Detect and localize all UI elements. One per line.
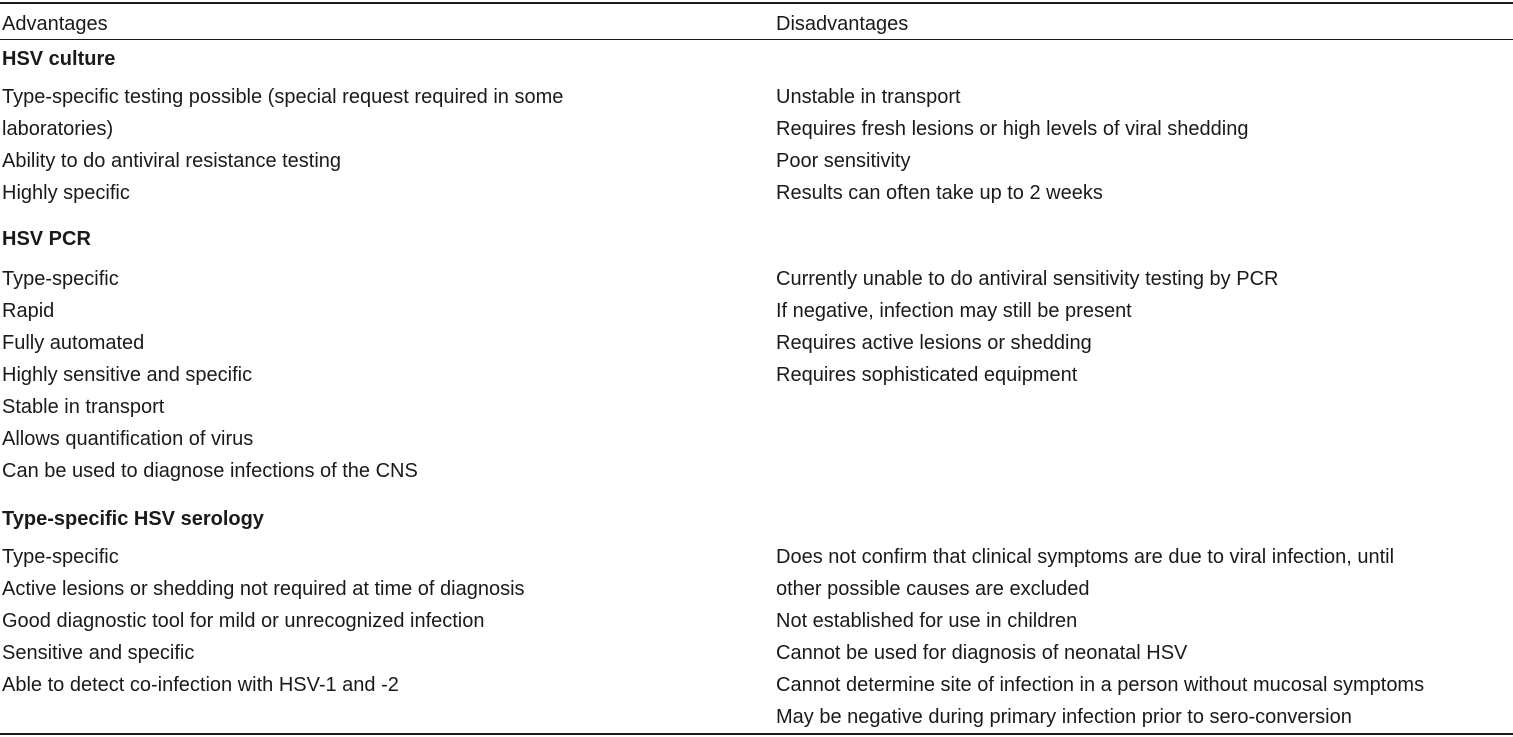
list-item: laboratories) [2,118,114,140]
disadvantages-list [776,81,1248,209]
advantages-list [2,263,418,487]
list-item: Can be used to diagnose infections of the CNS [2,460,418,482]
list-item: Good diagnostic tool for mild or unrecognized infection [2,610,485,632]
list-item: Currently unable to do antiviral sensitivity testing by PCR [776,268,1279,290]
header-rule [0,39,1513,40]
list-item: Unstable in transport [776,86,961,108]
list-item: Stable in transport [2,396,165,418]
list-item: Ability to do antiviral resistance testing [2,150,342,172]
list-item: Requires sophisticated equipment [776,364,1078,386]
list-item: Type-specific [2,268,119,290]
list-item: Does not confirm that clinical symptoms are due to viral infection, until [776,546,1395,568]
table-bottom-rule [0,733,1513,735]
list-item: Active lesions or shedding not required at time of diagnosis [2,578,525,600]
list-item: If negative, infection may still be present [776,300,1132,322]
list-item: Not established for use in children [776,610,1078,632]
list-item: Poor sensitivity [776,150,911,172]
list-item: Type-specific [2,546,119,568]
section-title: Type-specific HSV serology [2,508,264,530]
list-item: Results can often take up to 2 weeks [776,182,1103,204]
list-item: Able to detect co-infection with HSV-1 and -2 [2,674,399,696]
list-item: Rapid [2,300,55,322]
list-item: Highly specific [2,182,130,204]
header-disadvantages: Disadvantages [776,13,909,35]
advantages-list [2,81,563,209]
list-item: Requires active lesions or shedding [776,332,1092,354]
list-item: Allows quantification of virus [2,428,254,450]
disadvantages-list [776,541,1424,733]
list-item: Cannot determine site of infection in a person without mucosal symptoms [776,674,1425,696]
list-item: May be negative during primary infection prior to sero-conversion [776,706,1352,728]
list-item: Cannot be used for diagnosis of neonatal HSV [776,642,1188,664]
section-title: HSV culture [2,48,116,70]
list-item: Sensitive and specific [2,642,195,664]
list-item: Type-specific testing possible (special request required in some [2,86,564,108]
advantages-list [2,541,525,701]
list-item: Fully automated [2,332,145,354]
header-advantages: Advantages [2,13,108,35]
list-item: Highly sensitive and specific [2,364,253,386]
list-item: Requires fresh lesions or high levels of viral shedding [776,118,1249,140]
table-top-rule [0,2,1513,4]
list-item: other possible causes are excluded [776,578,1090,600]
disadvantages-list [776,263,1278,391]
section-title: HSV PCR [2,228,91,250]
